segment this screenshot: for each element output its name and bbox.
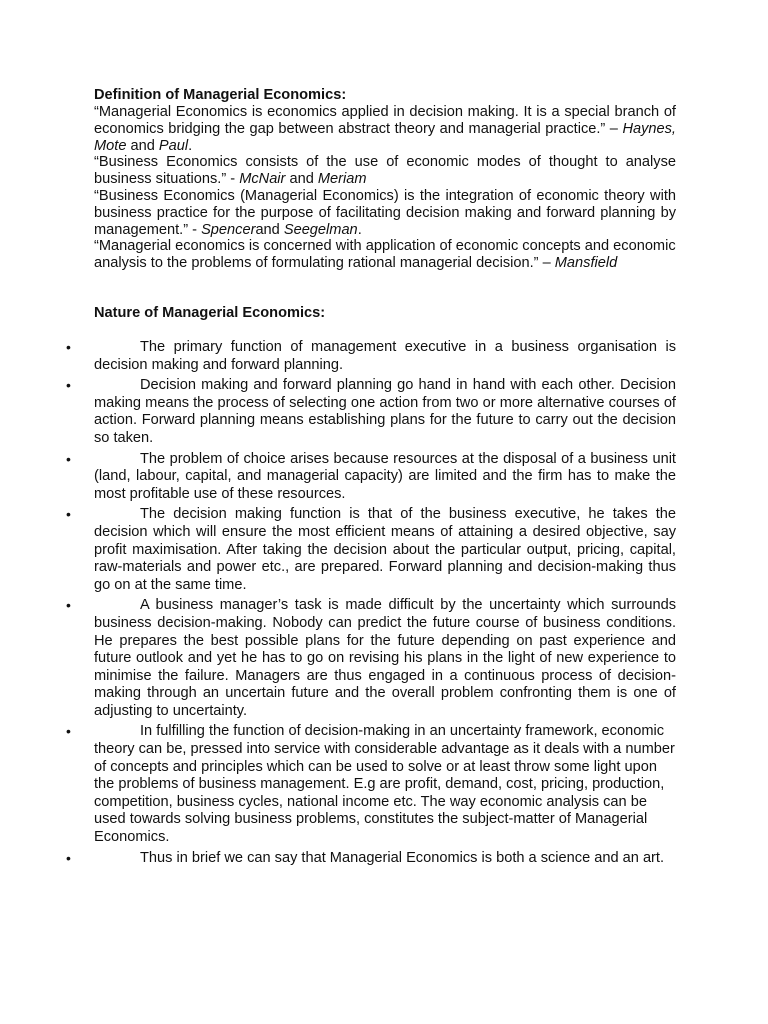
definition-list [94, 104, 676, 272]
bullet-text: Decision making and forward planning go hand in hand with each other. Decision making means the process of selecting one action from two or more alternative courses of action. Forward planning means establishing plans for the future to carry out the decision so taken. [94, 377, 676, 446]
bullet-icon: • [66, 597, 71, 614]
definition-quote: “Business Economics (Managerial Economics) is the integration of economic theory with business practice for the purpose of facilitating decision making and forward planning by management.” - [94, 187, 676, 238]
definition-author: Haynes, Mote [94, 120, 676, 154]
bullet-text: The primary function of management executive in a business organisation is decision making and forward planning. [94, 339, 676, 373]
bullet-text: The problem of choice arises because resources at the disposal of a business unit (land, labour, capital, and managerial capacity) are limited and the firm has to make the most profitable use of these resources. [94, 450, 676, 502]
definition-author: Paul [158, 137, 189, 154]
bullet-icon: • [66, 339, 71, 355]
definition-author: McNair [239, 171, 286, 188]
bullet-text: The decision making function is that of the business executive, he takes the decision which will ensure the most efficient means of attaining a desired objective, say profit maximisation. After taking the decision about the particular output, pricing, capital, raw-materials and power etc., are prepared. Forward planning and decision-making thus go on at the same time. [94, 506, 676, 593]
definition-item [94, 238, 676, 272]
definition-heading: Definition of Managerial Economics: [94, 87, 347, 103]
bullet-icon: • [66, 377, 71, 394]
bullet-icon: • [66, 849, 71, 866]
definition-item [94, 104, 676, 154]
definition-item [94, 154, 676, 188]
nature-heading: Nature of Managerial Economics: [94, 305, 326, 321]
definition-quote: “Business Economics consists of the use of economic modes of thought to analyse business situations.” - [94, 154, 676, 188]
list-item [0, 506, 676, 594]
list-item [0, 339, 676, 374]
bullet-icon: • [66, 450, 71, 467]
list-item [0, 723, 676, 846]
definition-quote: “Managerial Economics is economics applied in decision making. It is a special branch of economics bridging the gap between abstract theory and managerial practice.” – [94, 104, 676, 137]
definition-author: Meriam [317, 171, 367, 188]
definition-separator: and [255, 221, 284, 238]
definition-separator: and [285, 171, 318, 188]
bullet-text: In fulfilling the function of decision-making in an uncertainty framework, economic theory can be, pressed into service with considerable advantage as it deals with a number of concepts and principles which can be used to solve or at least throw some light upon the problems of business management. E.g are profit, demand, cost, pricing, production, competition, business cycles, national income etc. The way economic analysis can be used towards solving business problems, constitutes the subject-matter of Managerial Economics. [94, 723, 675, 846]
definition-end: . [188, 137, 193, 154]
definition-quote: “Managerial economics is concerned with application of economic concepts and economic analysis to the problems of formulating rational managerial decision.” – [94, 238, 676, 272]
definition-end: . [357, 221, 362, 238]
definition-item [94, 188, 676, 238]
definition-separator: and [126, 137, 159, 154]
definition-author: Mansfield [554, 255, 618, 272]
bullet-icon: • [66, 506, 71, 523]
list-item [0, 451, 676, 504]
nature-bullet-list [0, 339, 768, 870]
definition-author: Seegelman [283, 221, 358, 238]
list-item [0, 850, 676, 868]
bullet-text: Thus in brief we can say that Managerial Economics is both a science and an art. [140, 849, 665, 866]
bullet-icon: • [66, 723, 71, 740]
list-item [0, 377, 676, 447]
definition-author: Spencer [201, 221, 256, 238]
list-item [0, 597, 676, 720]
bullet-text: A business manager’s task is made difficult by the uncertainty which surrounds business decision-making. Nobody can predict the future course of business conditions. He prepares the best possible plans for the future depending on past experience and future outlook and yet he has to go on revising his plans in the light of new experience to minimise the failure. Managers are thus engaged in a continuous process of decision-making through an uncertain future and the overall problem confronting them is one of adjusting to uncertainty. [94, 597, 676, 719]
